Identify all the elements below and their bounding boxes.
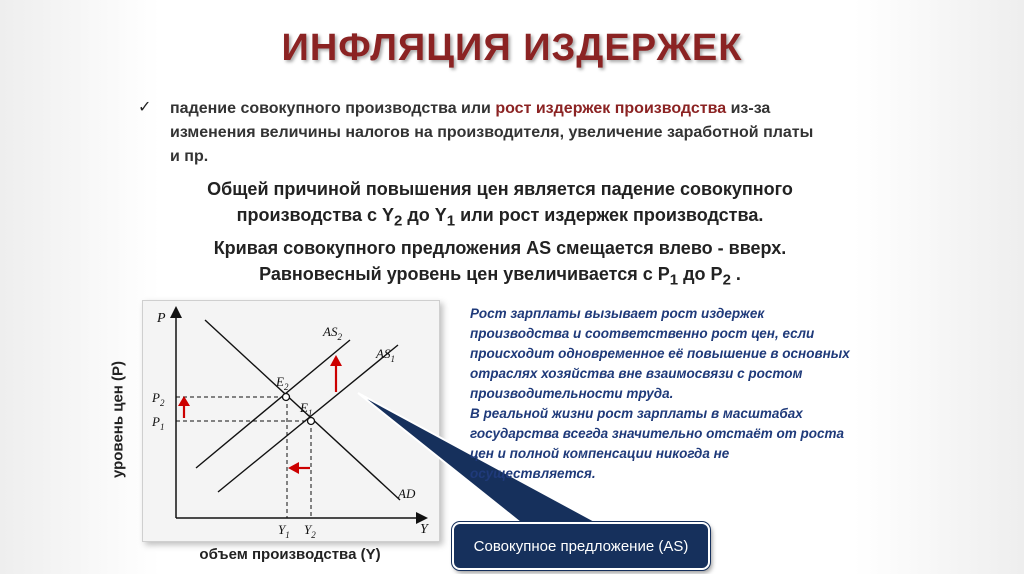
point-e1 [308,418,315,425]
label-y2: $Y_2$ [304,522,316,540]
label-y1: $Y_1$ [278,522,290,540]
label-e2: $E_2$ [276,374,289,392]
summary-line-4: Равновесный уровень цен увеличивается с $P_1$ до $P_2$ . [259,263,741,289]
callout-as-box: Совокупное предложение (AS) [452,522,710,570]
label-e1: $E_1$ [300,400,313,418]
arrow-left-output-icon [288,462,310,474]
slide-title: ИНФЛЯЦИЯ ИЗДЕРЖЕК [281,27,743,69]
explanation-para-2: В реальной жизни рост зарплаты в масштабах государства всегда значительно отстаёт от роста цен и полной компенсации никогда не осуществляется. [470,406,845,481]
x-axis-title: объем производства (Y) [199,546,381,563]
bullet-text-end: из-за изменения величины налогов на производителя, увеличение заработной платы и пр. [170,100,814,165]
label-y-axis: Y [420,522,428,537]
explanation-para-1: Рост зарплаты вызывает рост издержек производства и соответственно рост цен, если происходит одновременное её повышение в основных отраслях хозяйства вне взаимосвязи с ростом производительности труда. [470,306,850,401]
bullet-highlight: рост издержек производства [495,100,727,117]
label-p2: $P_2$ [152,390,165,408]
slide: ИНФЛЯЦИЯ ИЗДЕРЖЕК ✓ падение совокупного производства или рост издержек производства из-за изменения величины налогов на производителя, увеличение заработной платы и пр. Общей причиной повышения цен является падение совокупного производства с $Y_2$ до $Y_1$ или рост издержек производства. Кривая совокупного предложения AS смещается влево - вверх. Равновесный уровень цен увеличивается с $P_1$ до $P_2$ . уровень цен (P) объем производства (Y) P Y $P_2$ $P_1$ $Y_1$ $Y_2$ $E_2$ $E_1$ $AS_2$ $AS_1$ AD Рост зарплаты вызывает рост издержек производства и соответственно рост цен, если происходит одновременное её повышение в основных отраслях хозяйства вне взаимосвязи с ростом производительности труда. В реальной жизни рост зарплаты в масштабах государства всегда значительно отстаёт от роста цен и полной компенсации никогда не осуществляется. Совокупное предложение (AS) [0,0,1024,574]
checkmark-icon: ✓ [138,99,152,116]
label-as2: $AS_2$ [323,324,342,342]
summary-line-3: Кривая совокупного предложения AS смещается влево - вверх. [213,237,787,258]
label-ad: AD [398,486,416,501]
summary-line-1: Общей причиной повышения цен является падение совокупного [207,179,793,199]
label-as1: $AS_1$ [376,346,395,364]
arrow-up-as-icon [330,355,342,392]
label-p-axis: P [157,311,166,326]
label-p1: $P_1$ [152,414,165,432]
as2-curve [196,340,350,468]
arrow-up-price-icon [178,396,190,418]
point-e2 [283,394,290,401]
bullet-text-start: падение совокупного производства или [170,100,496,117]
explanation-text [470,304,850,484]
summary-line-2: производства с $Y_2$ до $Y_1$ или рост издержек производства. [236,205,764,230]
